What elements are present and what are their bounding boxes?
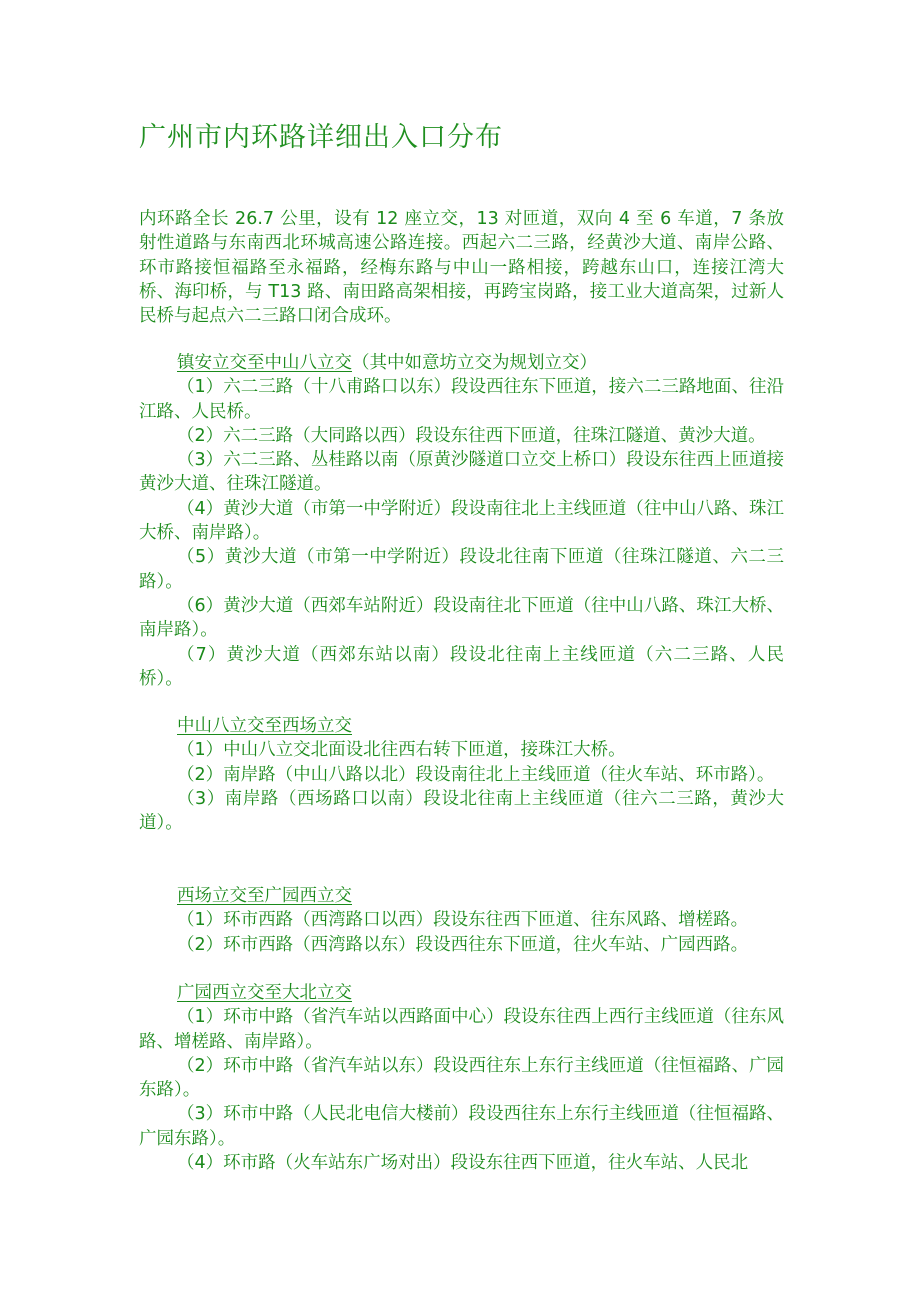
list-item: （1）环市西路（西湾路口以西）段设东往西下匝道、往东风路、增槎路。	[177, 910, 749, 931]
section-xichang-to-guangyuanxi	[139, 884, 784, 957]
section-heading-text: 中山八立交至西场立交	[177, 716, 352, 736]
section-heading-text: 广园西立交至大北立交	[177, 983, 352, 1003]
list-item: （1）六二三路（十八甫路口以东）段设西往东下匝道，接六二三路地面、往沿江路、人民桥。	[139, 377, 784, 422]
list-item: （2）六二三路（大同路以西）段设东往西下匝道，往珠江隧道、黄沙大道。	[177, 425, 766, 446]
list-item: （4）黄沙大道（市第一中学附近）段设南往北上主线匝道（往中山八路、珠江大桥、南岸路）。	[139, 498, 784, 544]
section-zhenan-to-zhongshan8	[139, 351, 784, 691]
section-heading	[139, 981, 784, 1005]
section-heading-note: （其中如意坊立交为规划立交）	[352, 353, 597, 373]
document-title: 广州市内环路详细出入口分布	[139, 122, 503, 153]
list-item: （2）环市中路（省汽车站以东）段设西往东上东行主线匝道（往恒福路、广园东路）。	[139, 1055, 784, 1101]
list-item: （7）黄沙大道（西郊东站以南）段设北往南上主线匝道（六二三路、人民桥）。	[139, 644, 784, 689]
section-heading	[139, 351, 784, 375]
list-item: （2）环市西路（西湾路以东）段设西往东下匝道，往火车站、广园西路。	[177, 934, 749, 955]
section-heading-text: 镇安立交至中山八立交	[177, 353, 352, 373]
intro-paragraph: 内环路全长 26.7 公里，设有 12 座立交，13 对匝道，双向 4 至 6 车道，7 条放射性道路与东南西北环城高速公路连接。西起六二三路，经黄沙大道、南岸公路、环市路接恒福路至永福路，经梅东路与中山一路相接，跨越东山口，连接江湾大桥、海印桥，与 T13 路、南田路高架相接，再跨宝岗路，接工业大道高架，过新人民桥与起点六二三路口闭合成环。	[139, 209, 784, 327]
section-guangyuanxi-to-dabei	[139, 981, 784, 1175]
list-item: （1）中山八立交北面设北往西右转下匝道，接珠江大桥。	[177, 740, 626, 761]
list-item: （4）环市路（火车站东广场对出）段设东往西下匝道，往火车站、人民北	[177, 1153, 749, 1174]
list-item: （1）环市中路（省汽车站以西路面中心）段设东往西上西行主线匝道（往东风路、增槎路、南岸路）。	[139, 1007, 784, 1052]
list-item: （6）黄沙大道（西郊车站附近）段设南往北下匝道（往中山八路、珠江大桥、南岸路）。	[139, 595, 784, 641]
list-item: （2）南岸路（中山八路以北）段设南往北上主线匝道（往火车站、环市路）。	[177, 764, 775, 785]
list-item: （5）黄沙大道（市第一中学附近）段设北往南下匝道（往珠江隧道、六二三路）。	[139, 547, 784, 592]
list-item: （3）环市中路（人民北电信大楼前）段设西往东上东行主线匝道（往恒福路、广园东路）。	[139, 1104, 784, 1149]
section-heading-text: 西场立交至广园西立交	[177, 886, 352, 906]
section-heading	[139, 714, 784, 738]
section-zhongshan8-to-xichang	[139, 714, 784, 835]
list-item: （3）南岸路（西场路口以南）段设北往南上主线匝道（往六二三路，黄沙大道）。	[139, 788, 784, 834]
section-heading	[139, 884, 784, 908]
list-item: （3）六二三路、丛桂路以南（原黄沙隧道口立交上桥口）段设东往西上匝道接黄沙大道、往珠江隧道。	[139, 450, 784, 495]
